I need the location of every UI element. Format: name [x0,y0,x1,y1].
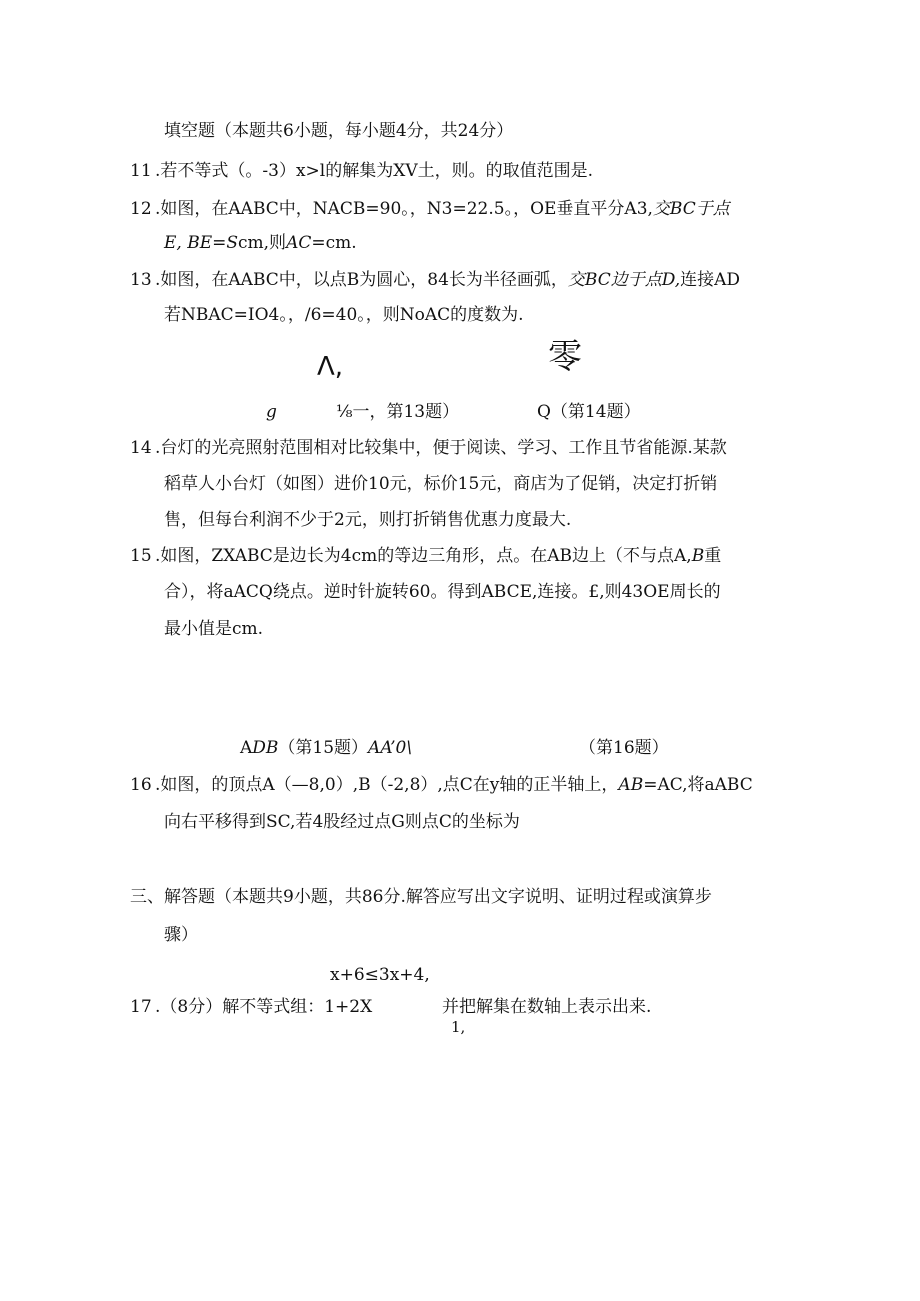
text-segment: A [240,738,253,758]
question-line-2: 若NBAC=IO4。，/6=40。，则NoAC的度数为. [164,305,524,325]
question-text: .若不等式（。-3）x>l的解集为XV土，则。的取值范围是. [155,161,594,181]
question-line-2: 向右平移得到SC,若4股经过点G则点C的坐标为 [164,812,520,832]
text-segment: .如图，在AABC中，以点B为圆心，84长为半径画弧， [155,270,568,290]
question-line-2: 合），将aACQ绕点。逆时针旋转60。得到ABCE,连接。£,则43OE周长的 [164,582,721,602]
figure-caption-13: ⅛一，第13题） [336,402,460,422]
text-segment: .如图，ZXABC是边长为4cm的等边三角形，点。在AB边上（不与点A, [155,546,692,566]
question-number: 12 [130,199,152,219]
text-segment-italic: B [691,546,705,566]
text-segment-italic: 交BC边于点D, [567,270,681,290]
inequality-top: x+6≤3x+4, [330,965,430,985]
text-segment: cm. [325,233,357,253]
question-text-tail: 并把解集在数轴上表示出来. [442,997,652,1017]
text-segment-italic: AB= [618,775,658,795]
text-segment: .如图，在AABC中，NACB=90。，N3=22.5。，OE垂直平分A3, [155,199,653,219]
question-number: 14 [130,438,152,458]
question-number: 11 [130,161,152,181]
text-segment: AC,将aABC [657,775,753,795]
question-line-1 [155,775,753,795]
text-segment: 重 [704,546,722,566]
inequality-bottom: 1, [451,1018,466,1036]
question-number: 15 [130,546,152,566]
section-header-line-2: 骤） [164,925,198,945]
text-segment: （第15题） [278,738,369,758]
question-line-1 [155,546,721,566]
figure-caption-16: （第16题） [579,738,669,758]
question-text: .（8分）解不等式组：1+2X [155,997,373,1017]
question-line-3: 售，但每台利润不少于2元，则打折销售优惠力度最大. [164,510,572,530]
question-line-1 [155,270,740,290]
text-segment-italic: AC= [286,233,326,253]
question-number: 13 [130,270,152,290]
question-line-2 [164,233,357,253]
question-line-3: 最小值是cm. [164,619,264,639]
figure-caption-14: Q（第14题） [537,402,641,422]
text-segment-italic: DB [252,738,279,758]
question-line-1: .台灯的光亮照射范围相对比较集中，便于阅读、学习、工作且节省能源.某款 [155,438,727,458]
section-header: 填空题（本题共6小题，每小题4分，共24分） [164,121,514,141]
figure-fragment-zero: 零 [548,337,582,377]
figure-fragment-wedge: Λ, [317,352,344,382]
question-line-1 [155,199,730,219]
question-number: 17 [130,997,152,1017]
question-number: 16 [130,775,152,795]
text-segment: 连接AD [680,270,741,290]
text-segment-italic: AA’0\ [368,738,413,758]
figure-caption-15 [240,738,412,758]
text-segment: cm,则 [238,233,287,253]
text-segment-italic: 交BC于点 [652,199,730,219]
question-line-2: 稻草人小台灯（如图）进价10元，标价15元，商店为了促销，决定打折销 [164,474,718,494]
figure-label-g: g [266,402,277,422]
text-segment: .如图，的顶点A（—8,0）,B（-2,8）,点C在y轴的正半轴上， [155,775,619,795]
section-header-line-1: 三、解答题（本题共9小题，共86分.解答应写出文字说明、证明过程或演算步 [130,887,712,907]
text-segment-italic: E, BE=S [164,233,239,253]
